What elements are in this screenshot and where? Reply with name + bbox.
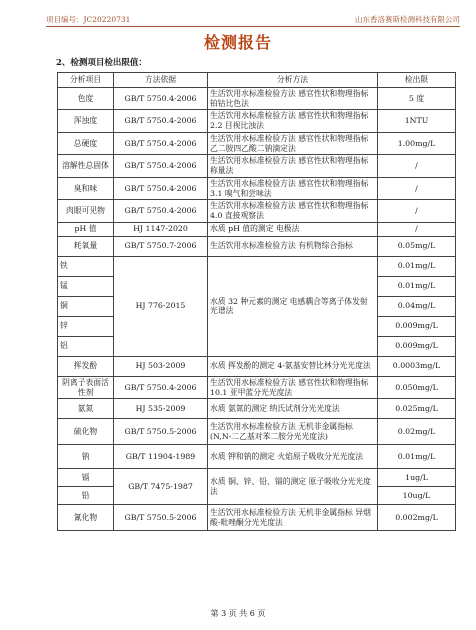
row-item: 硫化物 <box>58 419 114 445</box>
table-row <box>58 445 456 469</box>
page-header <box>46 14 460 26</box>
row-limit: 1NTU <box>378 110 456 132</box>
row-limit: 0.025mg/L <box>378 399 456 419</box>
table-header-row <box>58 73 456 88</box>
table-row <box>58 419 456 445</box>
row-item: pH 值 <box>58 222 114 236</box>
row-item: 氨氮 <box>58 399 114 419</box>
table-row <box>58 200 456 222</box>
row-limit: 0.009mg/L <box>378 316 456 336</box>
row-method: 水质 挥发酚的测定 4-氨基安替比林分光光度法 <box>208 356 378 376</box>
header-limit: 检出限 <box>378 73 456 88</box>
row-basis: GB/T 5750.5-2006 <box>114 419 208 445</box>
row-basis: GB/T 5750.4-2006 <box>114 132 208 154</box>
table-row <box>58 132 456 154</box>
row-item: 镉 <box>58 469 114 487</box>
row-item: 锌 <box>58 316 114 336</box>
table-row <box>58 376 456 398</box>
table-row <box>58 177 456 199</box>
row-limit: 0.04mg/L <box>378 296 456 316</box>
row-method: 生活饮用水标准检验方法 感官性状和物理指标 4.0 直接观察法 <box>208 200 378 222</box>
header-item: 分析项目 <box>58 73 114 88</box>
table-row <box>58 236 456 256</box>
header-basis: 方法依据 <box>114 73 208 88</box>
row-limit: 5 度 <box>378 88 456 110</box>
row-basis: GB/T 11904-1989 <box>114 445 208 469</box>
table-row <box>58 155 456 177</box>
row-basis: GB/T 5750.4-2006 <box>114 110 208 132</box>
row-limit: 0.050mg/L <box>378 376 456 398</box>
row-basis: GB/T 5750.4-2006 <box>114 88 208 110</box>
row-limit: 0.05mg/L <box>378 236 456 256</box>
row-method: 生活饮用水标准检验方法 感官性状和物理指标 称量法 <box>208 155 378 177</box>
row-limit: / <box>378 200 456 222</box>
row-basis: HJ 1147-2020 <box>114 222 208 236</box>
row-basis: GB/T 5750.7-2006 <box>114 236 208 256</box>
row-basis: GB/T 7475-1987 <box>114 469 208 505</box>
row-limit: 0.009mg/L <box>378 336 456 356</box>
company-name: 山东香洛赛斯检测科技有限公司 <box>355 15 460 24</box>
table-row <box>58 399 456 419</box>
table-row <box>58 222 456 236</box>
row-item: 色度 <box>58 88 114 110</box>
row-item: 铜 <box>58 296 114 316</box>
row-item: 耗氧量 <box>58 236 114 256</box>
row-item: 锰 <box>58 276 114 296</box>
table-row <box>58 88 456 110</box>
header-divider <box>46 26 460 27</box>
table-row <box>58 505 456 531</box>
row-method: 生活饮用水标准检验方法 感官性状和物理指标 铂钴比色法 <box>208 88 378 110</box>
detection-limit-table <box>57 72 456 531</box>
report-title: 检测报告 <box>203 33 272 52</box>
row-limit: 0.002mg/L <box>378 505 456 531</box>
row-limit: 0.01mg/L <box>378 445 456 469</box>
row-limit: 10ug/L <box>378 487 456 505</box>
row-basis: GB/T 5750.4-2006 <box>114 376 208 398</box>
row-basis: HJ 535-2009 <box>114 399 208 419</box>
row-item: 铁 <box>58 256 114 276</box>
row-item: 钠 <box>58 445 114 469</box>
row-basis: HJ 776-2015 <box>114 256 208 356</box>
table-row <box>58 256 456 276</box>
row-limit: 0.0003mg/L <box>378 356 456 376</box>
row-method: 水质 铜、锌、铅、镉的测定 原子吸收分光光度法 <box>208 469 378 505</box>
table-row <box>58 110 456 132</box>
row-limit: 0.01mg/L <box>378 256 456 276</box>
row-method: 生活饮用水标准检验方法 感官性状和物理指标 3.1 嗅气和尝味法 <box>208 177 378 199</box>
row-limit: 0.02mg/L <box>378 419 456 445</box>
header-method: 分析方法 <box>208 73 378 88</box>
row-limit: / <box>378 155 456 177</box>
project-number: 项目编号：JC20220731 <box>46 15 131 24</box>
row-method: 生活饮用水标准检验方法 感官性状和物理指标 乙二胺四乙酸二钠滴定法 <box>208 132 378 154</box>
row-limit: 1.00mg/L <box>378 132 456 154</box>
row-method: 生活饮用水标准检验方法 感官性状和物理指标 2.2 目视比浊法 <box>208 110 378 132</box>
row-item: 总硬度 <box>58 132 114 154</box>
row-item: 铝 <box>58 336 114 356</box>
row-item: 挥发酚 <box>58 356 114 376</box>
row-item: 阴离子表面活性剂 <box>58 376 114 398</box>
row-method: 水质 32 种元素的测定 电感耦合等离子体发射光谱法 <box>208 256 378 356</box>
row-method: 生活饮用水标准检验方法 有机物综合指标 <box>208 236 378 256</box>
row-limit: 0.01mg/L <box>378 276 456 296</box>
row-basis: HJ 503-2009 <box>114 356 208 376</box>
row-basis: GB/T 5750.4-2006 <box>114 177 208 199</box>
row-item: 浑浊度 <box>58 110 114 132</box>
row-limit: / <box>378 222 456 236</box>
row-item: 溶解性总固体 <box>58 155 114 177</box>
row-method: 生活饮用水标准检验方法 感官性状和物理指标 10.1 亚甲蓝分光光度法 <box>208 376 378 398</box>
page-footer: 第 3 页 共 6 页 <box>210 609 266 618</box>
row-method: 水质 pH 值的测定 电极法 <box>208 222 378 236</box>
row-method: 生活饮用水标准检验方法 无机非金属指标 异烟酸-吡唑酮分光光度法 <box>208 505 378 531</box>
table-row <box>58 469 456 487</box>
table-row <box>58 356 456 376</box>
row-method: 水质 钾和钠的测定 火焰原子吸收分光光度法 <box>208 445 378 469</box>
row-basis: GB/T 5750.4-2006 <box>114 155 208 177</box>
row-limit: 1ug/L <box>378 469 456 487</box>
row-basis: GB/T 5750.5-2006 <box>114 505 208 531</box>
section-heading: 2、检测项目检出限值： <box>56 58 147 68</box>
row-method: 生活饮用水标准检验方法 无机非金属指标 (N,N-二乙基对苯二胺分光光度法) <box>208 419 378 445</box>
row-item: 铅 <box>58 487 114 505</box>
row-limit: / <box>378 177 456 199</box>
row-item: 氰化物 <box>58 505 114 531</box>
row-basis: GB/T 5750.4-2006 <box>114 200 208 222</box>
row-item: 臭和味 <box>58 177 114 199</box>
row-item: 肉眼可见物 <box>58 200 114 222</box>
row-method: 水质 氨氮的测定 纳氏试剂分光光度法 <box>208 399 378 419</box>
